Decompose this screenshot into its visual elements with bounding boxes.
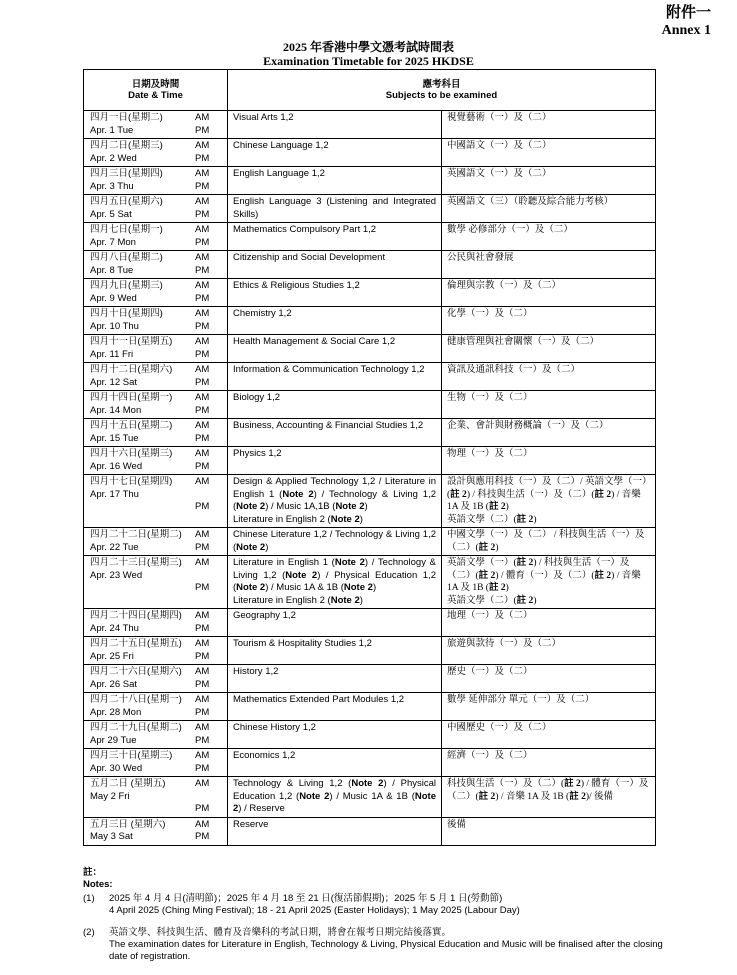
date-cell: 四月二十三日(星期三) AM Apr. 23 Wed PM — [84, 556, 228, 609]
annex-label — [662, 4, 711, 40]
table-row — [84, 475, 656, 528]
subject-zh: 後備 — [442, 817, 656, 845]
table-row — [84, 609, 656, 637]
date-cell: 四月七日(星期一) AM Apr. 7 Mon PM — [84, 223, 228, 251]
subject-en: Health Management & Social Care 1,2 — [228, 335, 442, 363]
subject-zh: 視覺藝術（一）及（二） — [442, 111, 656, 139]
date-cell: 四月十一日(星期五) AM Apr. 11 Fri PM — [84, 335, 228, 363]
subject-zh: 經濟（一）及（二） — [442, 749, 656, 777]
notes-header-zh: 註： — [83, 867, 103, 878]
subject-en: Information & Communication Technology 1,2 — [228, 363, 442, 391]
table-row — [84, 528, 656, 556]
date-cell: 四月十日(星期四) AM Apr. 10 Thu PM — [84, 307, 228, 335]
date-cell: 四月二十九日(星期二) AM Apr 29 Tue PM — [84, 721, 228, 749]
date-cell: 四月二十四日(星期四) AM Apr. 24 Thu PM — [84, 609, 228, 637]
table-row — [84, 693, 656, 721]
subject-zh: 公民與社會發展 — [442, 251, 656, 279]
subject-en: Citizenship and Social Development — [228, 251, 442, 279]
table-row — [84, 251, 656, 279]
subject-en: English Language 3 (Listening and Integrated Skills) — [228, 195, 442, 223]
header-row — [84, 70, 656, 111]
subject-zh: 生物（一）及（二） — [442, 391, 656, 419]
subject-zh: 健康管理與社會關懷（一）及（二） — [442, 335, 656, 363]
subject-en: Design & Applied Technology 1,2 / Literature in English 1 (Note 2) / Technology & Living 1,2 (Note 2) / Music 1A,1B (Note 2) Literature in English 2 (Note 2) — [228, 475, 442, 528]
subject-en: Technology & Living 1,2 (Note 2) / Physical Education 1,2 (Note 2) / Music 1A & 1B (Note 2) / Reserve — [228, 777, 442, 818]
date-cell: 四月十五日(星期二) AM Apr. 15 Tue PM — [84, 419, 228, 447]
subject-zh: 設計與應用科技（一）及（二）/ 英語文學（一）(註 2) / 科技與生活（一）及（二）(註 2) / 音樂 1A 及 1B (註 2) 英語文學（二）(註 2) — [442, 475, 656, 528]
annex-zh: 附件一 — [665, 5, 711, 21]
table-row — [84, 749, 656, 777]
notes-header-en: Notes: — [83, 879, 113, 890]
date-cell: 四月九日(星期三) AM Apr. 9 Wed PM — [84, 279, 228, 307]
date-cell: 四月二十二日(星期二) AM Apr. 22 Tue PM — [84, 528, 228, 556]
subject-zh: 科技與生活（一）及（二）(註 2) / 體育（一）及（二）(註 2) / 音樂 1A 及 1B (註 2)/ 後備 — [442, 777, 656, 818]
note-2: (2) 英語文學、科技與生活、體育及音樂科的考試日期，將會在報考日期完結後落實。 The examination dates for Literature in English, Technology & Living, Physical Education and Music will be finalised after the closing date of registration. — [83, 927, 663, 962]
subject-en: Physics 1,2 — [228, 447, 442, 475]
date-cell: 四月二日(星期三) AM Apr. 2 Wed PM — [84, 139, 228, 167]
date-cell: 四月一日(星期二) AM Apr. 1 Tue PM — [84, 111, 228, 139]
table-row — [84, 419, 656, 447]
subject-en: Chemistry 1,2 — [228, 307, 442, 335]
header-subjects: 應考科目 Subjects to be examined — [228, 70, 656, 111]
page-title — [0, 40, 737, 68]
table-row — [84, 777, 656, 818]
subject-en: Biology 1,2 — [228, 391, 442, 419]
subject-en: Geography 1,2 — [228, 609, 442, 637]
date-cell: 五月三日 (星期六) AM May 3 Sat PM — [84, 817, 228, 845]
subject-en: English Language 1,2 — [228, 167, 442, 195]
date-cell: 四月二十六日(星期六) AM Apr. 26 Sat PM — [84, 665, 228, 693]
subject-zh: 數學 必修部分（一）及（二） — [442, 223, 656, 251]
subject-zh: 數學 延伸部分 單元（一）及（二） — [442, 693, 656, 721]
header-date: 日期及時間 Date & Time — [84, 70, 228, 111]
title-en: Examination Timetable for 2025 HKDSE — [263, 54, 474, 68]
date-cell: 四月三十日(星期三) AM Apr. 30 Wed PM — [84, 749, 228, 777]
title-zh: 2025 年香港中學文憑考試時間表 — [282, 40, 454, 54]
subject-en: Business, Accounting & Financial Studies 1,2 — [228, 419, 442, 447]
table-row — [84, 279, 656, 307]
date-cell: 五月二日 (星期五) AM May 2 Fri PM — [84, 777, 228, 818]
table-row — [84, 391, 656, 419]
subject-zh: 英國語文（三）（聆聽及綜合能力考核） — [442, 195, 656, 223]
subject-zh: 英語文學（一）(註 2) / 科技與生活（一）及（二）(註 2) / 體育（一）及（二）(註 2) / 音樂 1A 及 1B (註 2) 英語文學（二）(註 2) — [442, 556, 656, 609]
subject-zh: 中國語文（一）及（二） — [442, 139, 656, 167]
table-row — [84, 556, 656, 609]
date-cell: 四月五日(星期六) AM Apr. 5 Sat PM — [84, 195, 228, 223]
subject-en: Mathematics Compulsory Part 1,2 — [228, 223, 442, 251]
annex-en: Annex 1 — [661, 23, 711, 38]
subject-en: Economics 1,2 — [228, 749, 442, 777]
subject-en: Mathematics Extended Part Modules 1,2 — [228, 693, 442, 721]
table-row — [84, 195, 656, 223]
date-cell: 四月二十五日(星期五) AM Apr. 25 Fri PM — [84, 637, 228, 665]
date-cell: 四月十四日(星期一) AM Apr. 14 Mon PM — [84, 391, 228, 419]
date-cell: 四月十七日(星期四) AM Apr. 17 Thu PM — [84, 475, 228, 528]
date-cell: 四月八日(星期二) AM Apr. 8 Tue PM — [84, 251, 228, 279]
subject-en: Literature in English 1 (Note 2) / Technology & Living 1,2 (Note 2) / Physical Education 1,2 (Note 2) / Music 1A & 1B (Note 2) Literature in English 2 (Note 2) — [228, 556, 442, 609]
subject-en: Chinese Language 1,2 — [228, 139, 442, 167]
table-row — [84, 447, 656, 475]
notes — [83, 867, 683, 963]
subject-en: Chinese Literature 1,2 / Technology & Living 1,2 (Note 2) — [228, 528, 442, 556]
date-cell: 四月十二日(星期六) AM Apr. 12 Sat PM — [84, 363, 228, 391]
date-cell: 四月二十八日(星期一) AM Apr. 28 Mon PM — [84, 693, 228, 721]
table-row — [84, 139, 656, 167]
subject-zh: 倫理與宗教（一）及（二） — [442, 279, 656, 307]
table-row — [84, 665, 656, 693]
subject-zh: 物理（一）及（二） — [442, 447, 656, 475]
table-row — [84, 721, 656, 749]
table-row — [84, 111, 656, 139]
subject-en: Tourism & Hospitality Studies 1,2 — [228, 637, 442, 665]
timetable — [83, 69, 656, 846]
subject-en: Visual Arts 1,2 — [228, 111, 442, 139]
note-1: (1) 2025 年 4 月 4 日(清明節)；2025 年 4 月 18 至 21 日(復活節假期)；2025 年 5 月 1 日(勞動節) 4 April 2025 (Ching Ming Festival); 18 - 21 April 2025 (Easter Holidays); 1 May 2025 (Labour Day) — [83, 893, 520, 916]
date-cell: 四月十六日(星期三) AM Apr. 16 Wed PM — [84, 447, 228, 475]
subject-zh: 中國歷史（一）及（二） — [442, 721, 656, 749]
subject-zh: 化學（一）及（二） — [442, 307, 656, 335]
table-row — [84, 817, 656, 845]
table-row — [84, 223, 656, 251]
table-row — [84, 637, 656, 665]
subject-zh: 英國語文（一）及（二） — [442, 167, 656, 195]
subject-zh: 資訊及通訊科技（一）及（二） — [442, 363, 656, 391]
subject-zh: 旅遊與款待（一）及（二） — [442, 637, 656, 665]
table-row — [84, 307, 656, 335]
subject-en: History 1,2 — [228, 665, 442, 693]
subject-zh: 歷史（一）及（二） — [442, 665, 656, 693]
date-cell: 四月三日(星期四) AM Apr. 3 Thu PM — [84, 167, 228, 195]
subject-en: Reserve — [228, 817, 442, 845]
subject-zh: 企業、會計與財務概論（一）及（二） — [442, 419, 656, 447]
subject-zh: 地理（一）及（二） — [442, 609, 656, 637]
subject-en: Ethics & Religious Studies 1,2 — [228, 279, 442, 307]
table-row — [84, 363, 656, 391]
subject-en: Chinese History 1,2 — [228, 721, 442, 749]
table-row — [84, 167, 656, 195]
table-row — [84, 335, 656, 363]
subject-zh: 中國文學（一）及（二） / 科技與生活（一）及（二）(註 2) — [442, 528, 656, 556]
